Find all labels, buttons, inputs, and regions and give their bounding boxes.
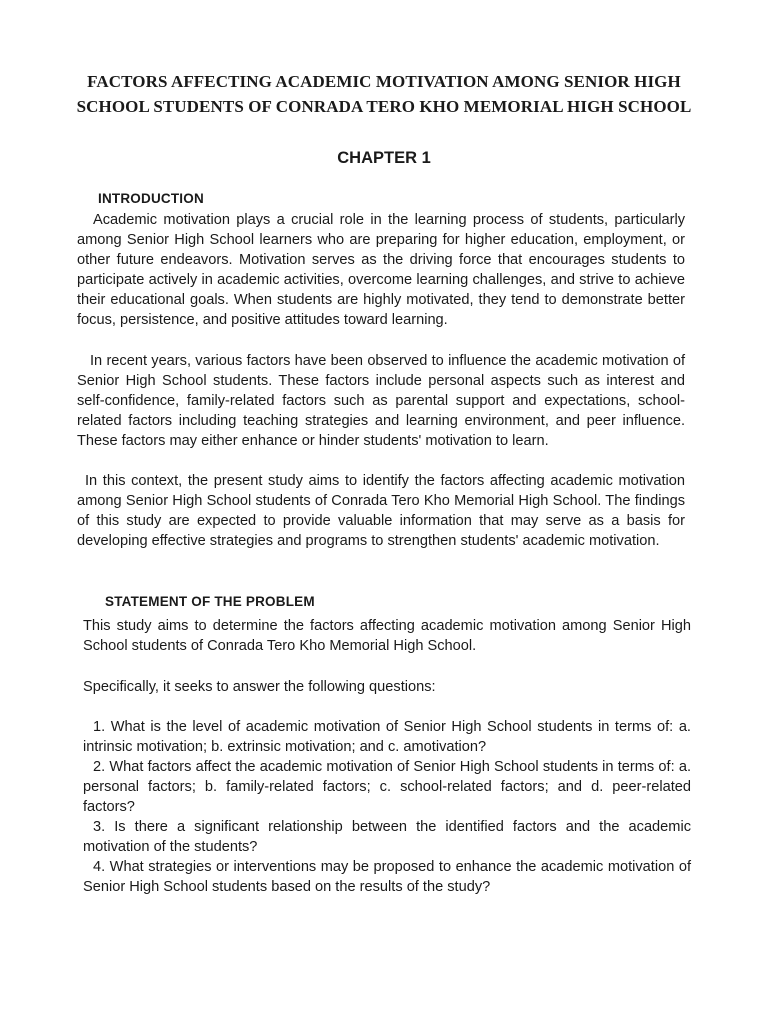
research-question-3: 3. Is there a significant relationship between the identified factors and the academic motivation of the students? — [83, 819, 691, 856]
research-question-1: 1. What is the level of academic motivation of Senior High School students in terms of: a. intrinsic motivation; b. extrinsic motivation; and c. amotivation? — [83, 719, 691, 756]
chapter-heading: CHAPTER 1 — [337, 149, 431, 167]
statement-of-problem-intro: This study aims to determine the factors affecting academic motivation among Senior High School students of Conrada Tero Kho Memorial High School. — [83, 618, 691, 655]
introduction-heading: INTRODUCTION — [98, 191, 204, 206]
introduction-paragraph-2: In recent years, various factors have been observed to influence the academic motivation of Senior High School students. These factors include personal aspects such as interest and self-confidence, family-related factors such as parental support and expectations, school-related factors including teaching strategies and learning environment, and peer influence. These factors may either enhance or hinder students' motivation to learn. — [77, 353, 685, 450]
research-question-4: 4. What strategies or interventions may be proposed to enhance the academic motivation of Senior High School students based on the results of the study? — [83, 859, 691, 896]
statement-of-problem-lead: Specifically, it seeks to answer the following questions: — [83, 679, 436, 695]
statement-of-problem-heading: STATEMENT OF THE PROBLEM — [105, 594, 315, 609]
introduction-paragraph-3: In this context, the present study aims to identify the factors affecting academic motivation among Senior High School students of Conrada Tero Kho Memorial High School. The findings of this study are expected to provide valuable information that may serve as a basis for developing effective strategies and programs to strengthen students' academic motivation. — [77, 473, 685, 550]
research-question-2: 2. What factors affect the academic motivation of Senior High School students in terms of: a. personal factors; b. family-related factors; c. school-related factors; and d. peer-related factors? — [83, 759, 691, 816]
document-title: FACTORS AFFECTING ACADEMIC MOTIVATION AMONG SENIOR HIGH SCHOOL STUDENTS OF CONRADA TERO KHO MEMORIAL HIGH SCHOOL — [76, 72, 692, 116]
introduction-paragraph-1: Academic motivation plays a crucial role in the learning process of students, particularly among Senior High School learners who are preparing for higher education, employment, or other future endeavors. Motivation serves as the driving force that encourages students to participate actively in academic activities, overcome learning challenges, and strive to achieve their educational goals. When students are highly motivated, they tend to demonstrate better focus, persistence, and positive attitudes toward learning. — [77, 212, 685, 329]
